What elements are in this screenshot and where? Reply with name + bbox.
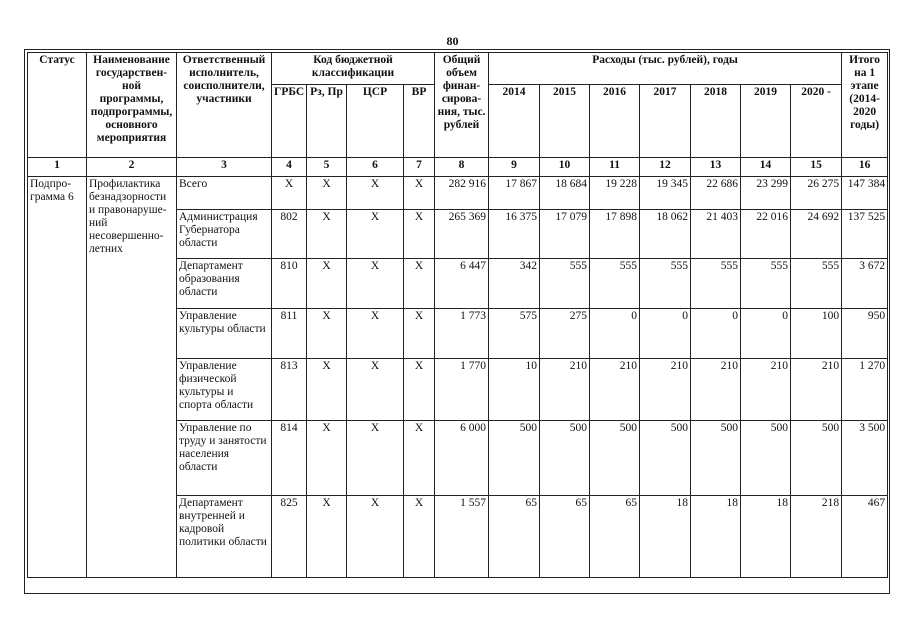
column-number: 4 [272, 158, 307, 177]
y2015-cell: 65 [540, 496, 590, 578]
total-cell: 6 000 [435, 421, 489, 496]
header-total-stage: Итого на 1 этапе (2014-2020 годы) [842, 53, 888, 158]
total-cell: 6 447 [435, 259, 489, 309]
executor-cell: Всего [177, 177, 272, 210]
total-cell: 265 369 [435, 210, 489, 259]
vr-cell: X [404, 421, 435, 496]
header-vr: ВР [404, 85, 435, 158]
csr-cell: X [347, 359, 404, 421]
y2016-cell: 555 [590, 259, 640, 309]
column-number: 10 [540, 158, 590, 177]
csr-cell: X [347, 259, 404, 309]
vr-cell: X [404, 359, 435, 421]
header-year: 2017 [640, 85, 691, 158]
y2014-cell: 500 [489, 421, 540, 496]
grbs-cell: 811 [272, 309, 307, 359]
rz-cell: X [307, 496, 347, 578]
y2014-cell: 65 [489, 496, 540, 578]
rz-cell: X [307, 309, 347, 359]
y2018-cell: 21 403 [691, 210, 741, 259]
csr-cell: X [347, 496, 404, 578]
y2020-cell: 26 275 [791, 177, 842, 210]
y2017-cell: 18 [640, 496, 691, 578]
page-number: 80 [446, 34, 459, 48]
column-number: 5 [307, 158, 347, 177]
y2014-cell: 17 867 [489, 177, 540, 210]
y2015-cell: 275 [540, 309, 590, 359]
column-number: 13 [691, 158, 741, 177]
stage-cell: 147 384 [842, 177, 888, 210]
grbs-cell: 813 [272, 359, 307, 421]
column-number: 7 [404, 158, 435, 177]
column-number: 9 [489, 158, 540, 177]
column-number: 3 [177, 158, 272, 177]
y2017-cell: 210 [640, 359, 691, 421]
y2015-cell: 210 [540, 359, 590, 421]
budget-table [27, 52, 888, 578]
stage-cell: 137 525 [842, 210, 888, 259]
grbs-cell: X [272, 177, 307, 210]
y2016-cell: 17 898 [590, 210, 640, 259]
header-responsible: Ответственный исполнитель, соисполнители, участники [177, 53, 272, 158]
header-year: 2018 [691, 85, 741, 158]
vr-cell: X [404, 210, 435, 259]
executor-cell: Администрация Губернатора области [177, 210, 272, 259]
header-year: 2020 - [791, 85, 842, 158]
y2015-cell: 18 684 [540, 177, 590, 210]
stage-cell: 950 [842, 309, 888, 359]
y2015-cell: 555 [540, 259, 590, 309]
column-number: 2 [87, 158, 177, 177]
table-row [28, 177, 888, 210]
y2014-cell: 575 [489, 309, 540, 359]
csr-cell: X [347, 177, 404, 210]
rz-cell: X [307, 177, 347, 210]
rz-cell: X [307, 421, 347, 496]
y2018-cell: 18 [691, 496, 741, 578]
vr-cell: X [404, 177, 435, 210]
header-status: Статус [28, 53, 87, 158]
y2020-cell: 500 [791, 421, 842, 496]
header-year: 2014 [489, 85, 540, 158]
total-cell: 1 770 [435, 359, 489, 421]
y2015-cell: 17 079 [540, 210, 590, 259]
program-status: Подпро-грамма 6 [28, 177, 87, 578]
executor-cell: Департамент внутренней и кадровой политики области [177, 496, 272, 578]
stage-cell: 3 500 [842, 421, 888, 496]
column-number: 15 [791, 158, 842, 177]
column-number: 6 [347, 158, 404, 177]
csr-cell: X [347, 421, 404, 496]
y2016-cell: 19 228 [590, 177, 640, 210]
total-cell: 282 916 [435, 177, 489, 210]
grbs-cell: 825 [272, 496, 307, 578]
grbs-cell: 810 [272, 259, 307, 309]
header-year: 2019 [741, 85, 791, 158]
y2018-cell: 555 [691, 259, 741, 309]
header-year: 2015 [540, 85, 590, 158]
y2018-cell: 210 [691, 359, 741, 421]
stage-cell: 1 270 [842, 359, 888, 421]
header-budget-code: Код бюджетной классификации [272, 53, 435, 85]
y2016-cell: 65 [590, 496, 640, 578]
y2017-cell: 0 [640, 309, 691, 359]
y2017-cell: 18 062 [640, 210, 691, 259]
y2016-cell: 0 [590, 309, 640, 359]
y2016-cell: 210 [590, 359, 640, 421]
executor-cell: Управление культуры области [177, 309, 272, 359]
rz-cell: X [307, 210, 347, 259]
y2015-cell: 500 [540, 421, 590, 496]
rz-cell: X [307, 259, 347, 309]
y2014-cell: 342 [489, 259, 540, 309]
executor-cell: Управление физической культуры и спорта области [177, 359, 272, 421]
header-rz-pr: Рз, Пр [307, 85, 347, 158]
y2020-cell: 555 [791, 259, 842, 309]
vr-cell: X [404, 259, 435, 309]
executor-cell: Управление по труду и занятости населения области [177, 421, 272, 496]
y2020-cell: 100 [791, 309, 842, 359]
header-year: 2016 [590, 85, 640, 158]
y2019-cell: 500 [741, 421, 791, 496]
rz-cell: X [307, 359, 347, 421]
y2019-cell: 210 [741, 359, 791, 421]
y2018-cell: 0 [691, 309, 741, 359]
stage-cell: 467 [842, 496, 888, 578]
csr-cell: X [347, 309, 404, 359]
total-cell: 1 773 [435, 309, 489, 359]
column-number: 8 [435, 158, 489, 177]
column-number: 11 [590, 158, 640, 177]
y2020-cell: 218 [791, 496, 842, 578]
y2017-cell: 500 [640, 421, 691, 496]
header-program-name: Наименование государствен-ной программы, подпрограммы, основного мероприятия [87, 53, 177, 158]
y2019-cell: 23 299 [741, 177, 791, 210]
header-total-volume: Общий объем финан-сирова-ния, тыс. рублей [435, 53, 489, 158]
y2019-cell: 18 [741, 496, 791, 578]
header-expenses: Расходы (тыс. рублей), годы [489, 53, 842, 85]
y2014-cell: 10 [489, 359, 540, 421]
column-number: 12 [640, 158, 691, 177]
column-number: 16 [842, 158, 888, 177]
y2018-cell: 500 [691, 421, 741, 496]
y2019-cell: 0 [741, 309, 791, 359]
vr-cell: X [404, 496, 435, 578]
column-number-row [28, 158, 888, 177]
y2020-cell: 210 [791, 359, 842, 421]
y2017-cell: 19 345 [640, 177, 691, 210]
column-number: 14 [741, 158, 791, 177]
program-name: Профилактика безнадзорности и правонаруше-ний несовершенно-летних [87, 177, 177, 578]
y2018-cell: 22 686 [691, 177, 741, 210]
grbs-cell: 814 [272, 421, 307, 496]
header-csr: ЦСР [347, 85, 404, 158]
y2014-cell: 16 375 [489, 210, 540, 259]
stage-cell: 3 672 [842, 259, 888, 309]
y2019-cell: 555 [741, 259, 791, 309]
y2020-cell: 24 692 [791, 210, 842, 259]
grbs-cell: 802 [272, 210, 307, 259]
vr-cell: X [404, 309, 435, 359]
y2017-cell: 555 [640, 259, 691, 309]
header-grbs: ГРБС [272, 85, 307, 158]
y2019-cell: 22 016 [741, 210, 791, 259]
csr-cell: X [347, 210, 404, 259]
executor-cell: Департамент образования области [177, 259, 272, 309]
total-cell: 1 557 [435, 496, 489, 578]
y2016-cell: 500 [590, 421, 640, 496]
column-number: 1 [28, 158, 87, 177]
